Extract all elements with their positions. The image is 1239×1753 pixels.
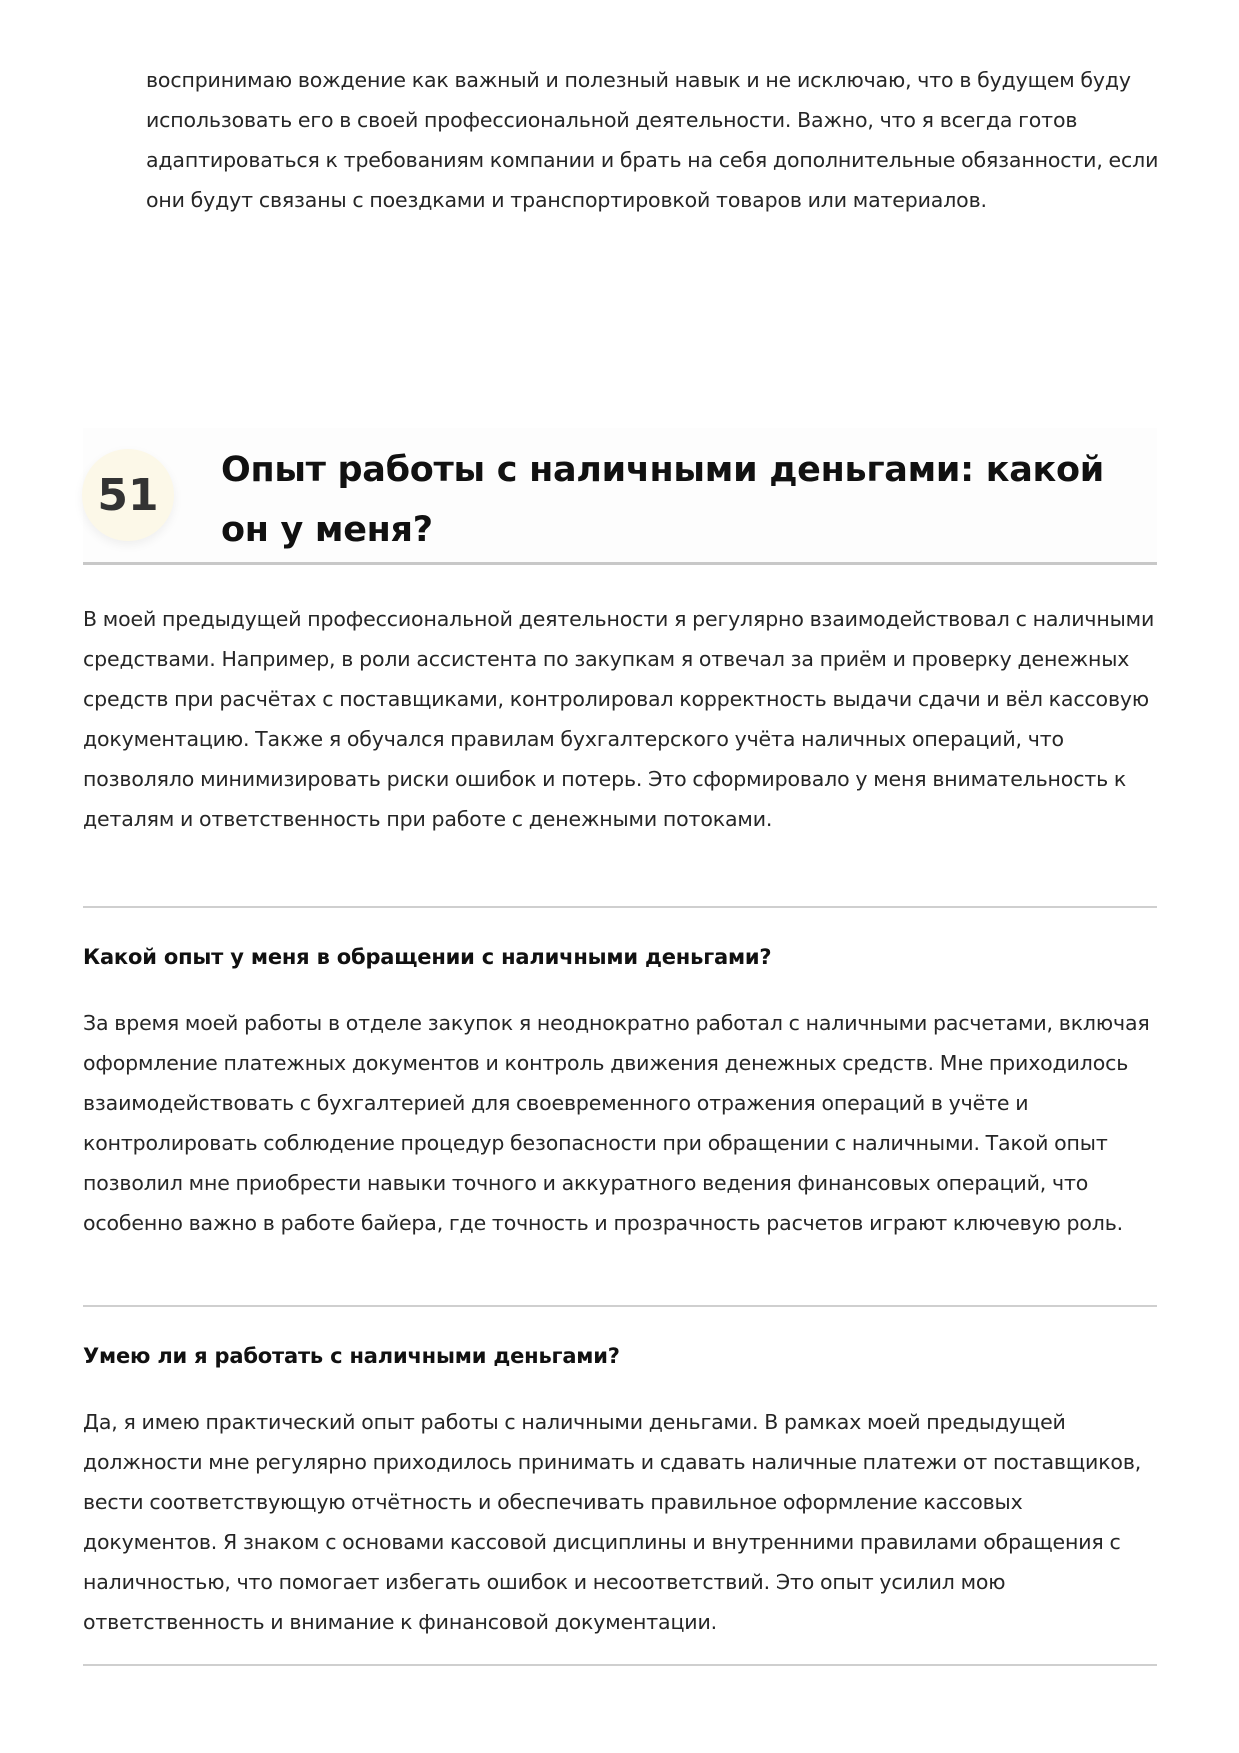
section-number-badge: 51	[82, 449, 174, 541]
answer-paragraph: За время моей работы в отделе закупок я неоднократно работал с наличными расчетами, включая оформление платежных документов и контроль движения денежных средств. Мне приходилось взаимодействовать с бухгалтерией для своевременного отражения операций в учёте и контролировать соблюдение процедур безопасности при обращении с наличными. Такой опыт позволил мне приобрести навыки точного и аккуратного ведения финансовых операций, что особенно важно в работе байера, где точность и прозрачность расчетов играют ключевую роль.	[83, 1011, 1150, 1235]
answer-paragraph: Да, я имею практический опыт работы с наличными деньгами. В рамках моей предыдущей должности мне регулярно приходилось принимать и сдавать наличные платежи от поставщиков, вести соответствующую отчётность и обеспечивать правильное оформление кассовых документов. Я знаком с основами кассовой дисциплины и внутренними правилами обращения с наличностью, что помогает избегать ошибок и несоответствий. Это опыт усилил мою ответственность и внимание к финансовой документации.	[83, 1410, 1142, 1634]
section-header	[83, 428, 1157, 565]
divider	[83, 906, 1157, 908]
intro-paragraph: воспринимаю вождение как важный и полезный навык и не исключаю, что в будущем буду использовать его в своей профессиональной деятельности. Важно, что я всегда готов адаптироваться к требованиям компании и брать на себя дополнительные обязанности, если они будут связаны с поездками и транспортировкой товаров или материалов.	[146, 68, 1159, 212]
divider	[83, 1664, 1157, 1666]
divider	[83, 1305, 1157, 1307]
question-heading: Умею ли я работать с наличными деньгами?	[83, 1344, 620, 1368]
section-lead-paragraph: В моей предыдущей профессиональной деятельности я регулярно взаимодействовал с наличными средствами. Например, в роли ассистента по закупкам я отвечал за приём и проверку денежных средств при расчётах с поставщиками, контролировал корректность выдачи сдачи и вёл кассовую документацию. Также я обучался правилам бухгалтерского учёта наличных операций, что позволяло минимизировать риски ошибок и потерь. Это сформировало у меня внимательность к деталям и ответственность при работе с денежными потоками.	[83, 607, 1155, 831]
question-heading: Какой опыт у меня в обращении с наличными деньгами?	[83, 945, 772, 969]
section-title: Опыт работы с наличными деньгами: какой он у меня?	[221, 450, 1104, 550]
